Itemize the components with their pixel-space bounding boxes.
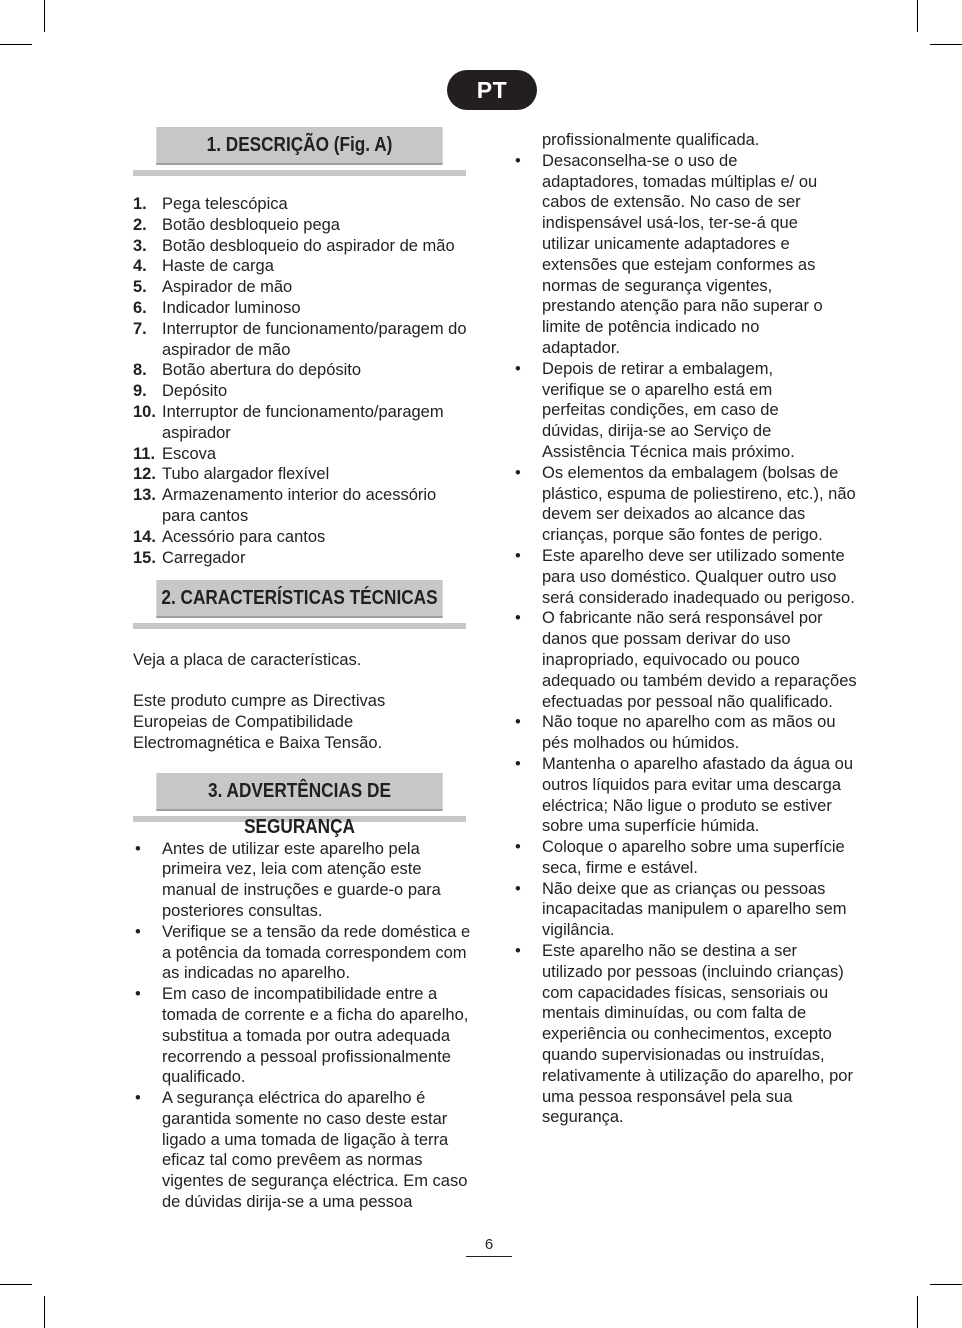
list-item: • Os elementos da embalagem (bolsas de plástico, espuma de poliestireno, etc.), não devem ser deixados ao alcance das crianças, porque são fontes de perigo. bbox=[513, 463, 858, 546]
section-title: 1. DESCRIÇÃO (Fig. A) bbox=[156, 127, 442, 165]
list-item: • Este aparelho não se destina a ser utilizado por pessoas (incluindo crianças) com capacidades físicas, sensoriais ou mentais diminuídas, ou com falta de experiência ou conhecimentos, excepto quando supervisionadas ou instruídas, relativamente à utilização do aparelho, por uma pessoa responsável pela sua segurança. bbox=[513, 941, 858, 1128]
section-description bbox=[133, 127, 473, 568]
parts-list bbox=[133, 194, 473, 568]
list-item: 14. Acessório para cantos bbox=[133, 527, 326, 546]
list-item: • Não toque no aparelho com as mãos ou pés molhados ou húmidos. bbox=[513, 712, 858, 754]
list-item: 10. Interruptor de funcionamento/paragem aspirador bbox=[133, 402, 444, 442]
list-item: 15. Carregador bbox=[133, 548, 246, 567]
technical-note: Veja a placa de características. bbox=[133, 651, 362, 670]
list-item: • Coloque o aparelho sobre uma superfície seca, firme e estável. bbox=[513, 837, 858, 879]
list-item: 11. Escova bbox=[133, 444, 217, 463]
list-item: • Este aparelho deve ser utilizado somente para uso doméstico. Qualquer outro uso será considerado inadequado ou perigoso. bbox=[513, 546, 858, 608]
list-item: • Desaconselha-se o uso de adaptadores, tomadas múltiplas e/ ou cabos de extensão. No caso de ser indispensável usá-los, ter-se-á que utilizar unicamente adaptadores e extensões que estejam conformes as normas de segurança vigentes, prestando atenção para não superar o limite de potência indicado no adaptador. bbox=[513, 151, 858, 359]
list-item: • Não deixe que as crianças ou pessoas incapacitadas manipulem o aparelho sem vigilância. bbox=[513, 879, 858, 941]
crop-mark bbox=[917, 1296, 918, 1328]
section-title: 3. ADVERTÊNCIAS DE SEGURANÇA bbox=[156, 773, 442, 811]
safety-list-left bbox=[133, 839, 473, 1213]
list-item: 3. Botão desbloqueio do aspirador de mão bbox=[133, 236, 455, 255]
left-column bbox=[133, 127, 473, 1213]
list-item-continuation: profissionalmente qualificada. bbox=[542, 131, 760, 149]
list-item: 2. Botão desbloqueio pega bbox=[133, 215, 340, 234]
crop-mark bbox=[917, 0, 918, 32]
crop-mark bbox=[0, 1284, 32, 1285]
section-safety bbox=[133, 773, 473, 1213]
list-item: 6. Indicador luminoso bbox=[133, 298, 301, 317]
crop-mark bbox=[44, 0, 45, 32]
list-item: • Verifique se a tensão da rede doméstica e a potência da tomada correspondem com as indicadas no aparelho. bbox=[133, 922, 473, 984]
list-item: 4. Haste de carga bbox=[133, 257, 274, 276]
compliance-note: Este produto cumpre as Directivas Europeias de Compatibilidade Electromagnética e Baixa Tensão. bbox=[133, 692, 386, 752]
list-item: 9. Depósito bbox=[133, 382, 228, 401]
section-technical bbox=[133, 580, 473, 753]
crop-mark bbox=[0, 44, 32, 45]
list-item: 1. Pega telescópica bbox=[133, 195, 288, 213]
list-item: • Depois de retirar a embalagem, verifique se o aparelho está em perfeitas condições, em caso de dúvidas, dirija-se ao Serviço de Assistência Técnica mais próximo. bbox=[513, 359, 858, 463]
section-divider bbox=[133, 623, 466, 629]
crop-mark bbox=[930, 1284, 962, 1285]
list-item: 13. Armazenamento interior do acessório para cantos bbox=[133, 486, 437, 525]
safety-list-right bbox=[513, 130, 858, 1128]
section-divider bbox=[133, 170, 466, 176]
list-item: • Mantenha o aparelho afastado da água ou outros líquidos para evitar uma descarga eléctrica; Não ligue o produto se estiver sobre uma superfície húmida. bbox=[513, 754, 858, 837]
list-item: 5. Aspirador de mão bbox=[133, 278, 293, 297]
list-item: 7. Interruptor de funcionamento/paragem do aspirador de mão bbox=[133, 319, 467, 359]
list-item: • O fabricante não será responsável por danos que possam derivar do uso inapropriado, equivocado ou pouco adequado ou também devido a reparações efectuadas por pessoal não qualificado. bbox=[513, 608, 858, 712]
list-item: • A segurança eléctrica do aparelho é garantida somente no caso deste estar ligado a uma tomada de ligação à terra eficaz tal como prevêem as normas vigentes de segurança eléctrica. Em caso de dúvidas dirija-se a uma pessoa bbox=[133, 1088, 473, 1213]
language-badge: PT bbox=[447, 70, 537, 110]
list-item: • Em caso de incompatibilidade entre a tomada de corrente e a ficha do aparelho, substitua a tomada por outra adequada recorrendo a pessoal profissionalmente qualificado. bbox=[133, 984, 473, 1088]
list-item: 12. Tubo alargador flexível bbox=[133, 465, 330, 484]
page-number: 6 bbox=[466, 1236, 512, 1257]
list-item: • Antes de utilizar este aparelho pela primeira vez, leia com atenção este manual de instruções e guarde-o para posteriores consultas. bbox=[133, 839, 473, 922]
right-column bbox=[513, 130, 858, 1128]
crop-mark bbox=[930, 44, 962, 45]
crop-mark bbox=[44, 1296, 45, 1328]
list-item: 8. Botão abertura do depósito bbox=[133, 361, 362, 380]
section-title: 2. CARACTERÍSTICAS TÉCNICAS bbox=[156, 580, 442, 618]
